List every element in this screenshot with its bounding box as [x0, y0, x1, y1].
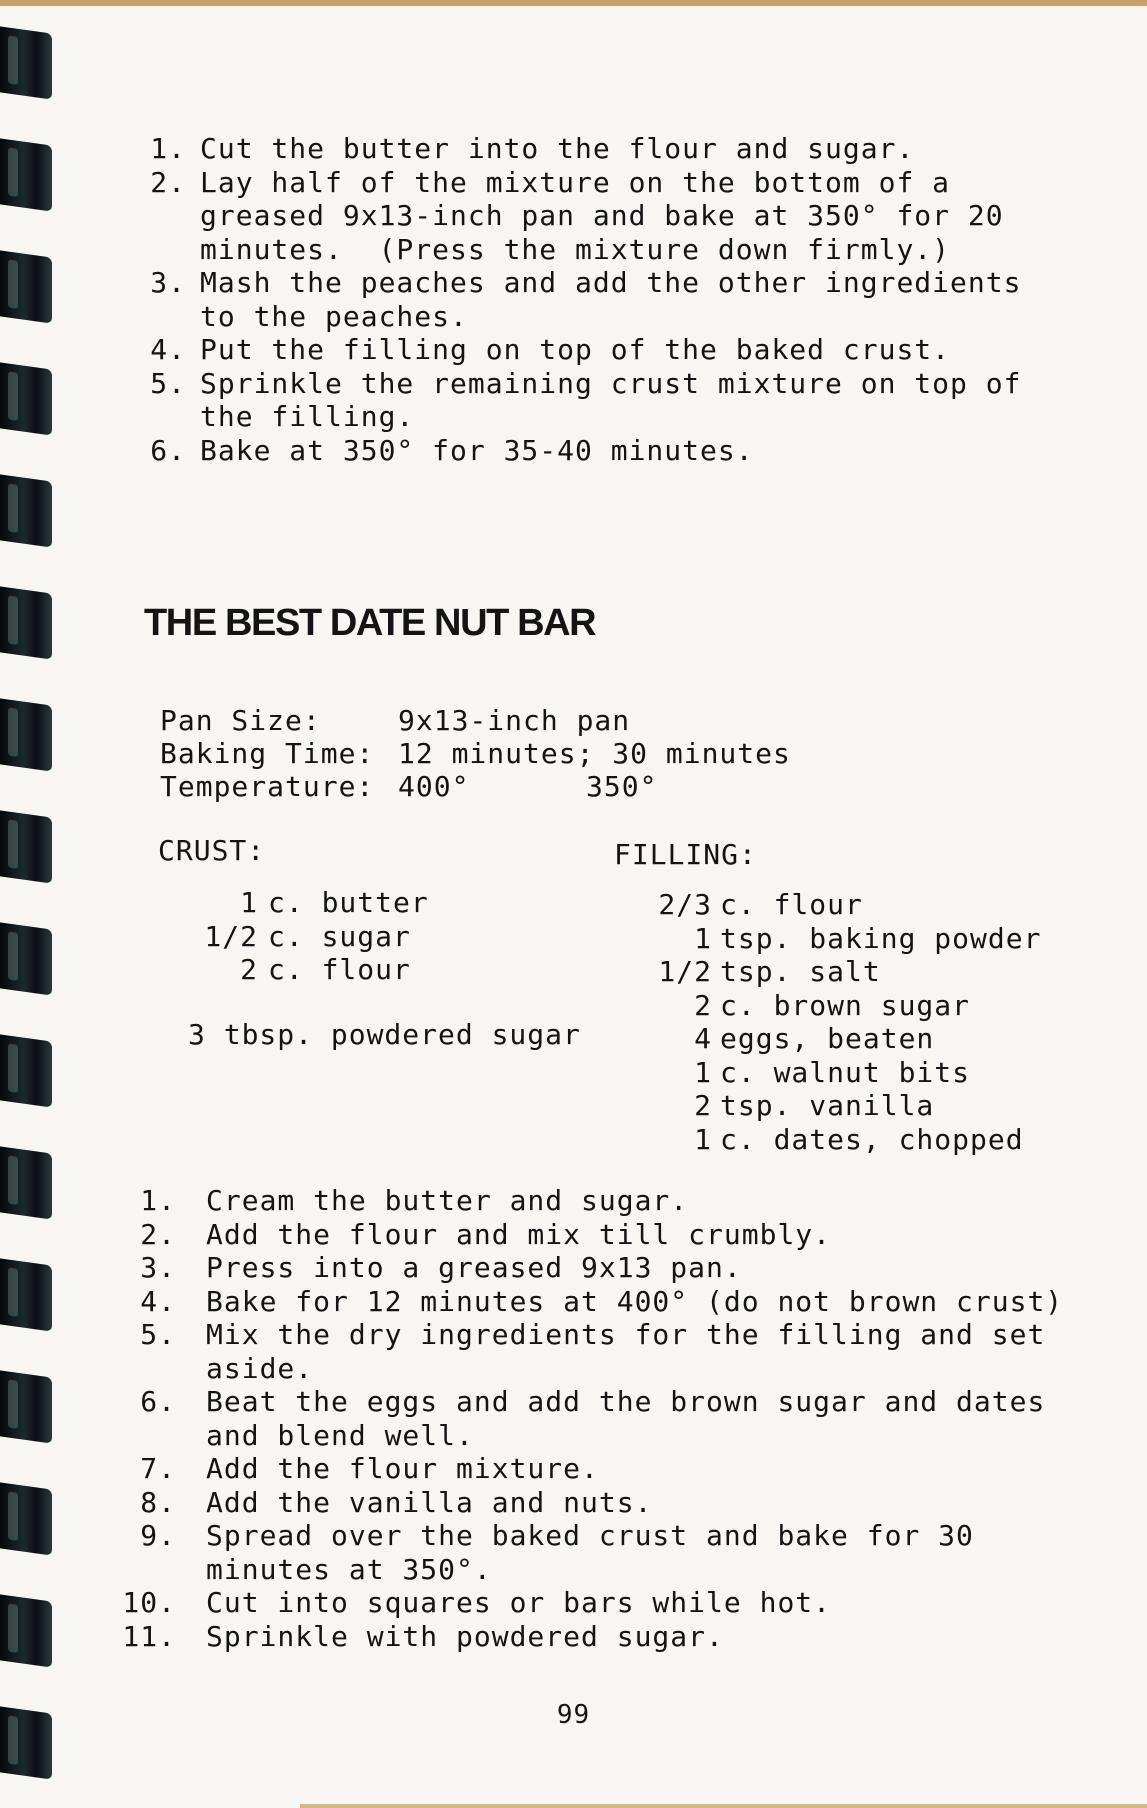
ingredient	[614, 1089, 1041, 1123]
ingredient-qty: 1	[694, 1055, 712, 1089]
ingredient	[614, 989, 1041, 1023]
step	[140, 166, 1021, 267]
ingredient	[614, 1022, 1041, 1056]
filling-heading: FILLING:	[614, 838, 757, 871]
step-line: Lay half of the mixture on the bottom of a	[200, 165, 951, 199]
step-line: Add the flour and mix till crumbly.	[206, 1217, 832, 1251]
ingredient	[158, 920, 429, 954]
recipe-steps	[118, 1184, 1063, 1653]
ingredient-text: tsp. baking powder	[720, 921, 1042, 955]
ingredient	[614, 922, 1041, 956]
step-number: 3.	[150, 266, 186, 299]
crust-heading: CRUST:	[158, 834, 266, 867]
step	[140, 434, 1021, 468]
ingredient-text: c. flour	[720, 888, 863, 921]
step-number: 2.	[150, 165, 186, 199]
ingredient	[614, 955, 1041, 989]
ingredient-qty: 2/3	[658, 888, 712, 921]
step	[118, 1218, 1063, 1252]
step	[118, 1184, 1063, 1218]
step	[118, 1318, 1063, 1385]
step-number: 5.	[150, 366, 186, 400]
ingredient-qty: 1	[694, 921, 712, 955]
recipe-title: THE BEST DATE NUT BAR	[144, 602, 596, 644]
info-value: 12 minutes; 30 minutes	[398, 737, 791, 770]
step	[140, 333, 1021, 367]
step-line: Mix the dry ingredients for the filling and set	[206, 1318, 1046, 1351]
ingredient-text: tsp. vanilla	[720, 1089, 935, 1122]
step	[118, 1285, 1063, 1319]
crust-ingredients	[158, 886, 429, 987]
info-row-temperature	[160, 770, 780, 803]
ingredient-qty: 1	[694, 1122, 712, 1156]
step	[118, 1620, 1063, 1654]
step	[118, 1385, 1063, 1452]
step-line: Bake at 350° for 35-40 minutes.	[200, 433, 754, 467]
step-number: 4.	[150, 333, 186, 366]
step-line: Sprinkle with powdered sugar.	[206, 1619, 724, 1653]
ingredient	[158, 953, 429, 987]
step-line: and blend well.	[206, 1418, 474, 1452]
step	[118, 1519, 1063, 1586]
step-line: minutes. (Press the mixture down firmly.)	[200, 232, 951, 266]
ingredient	[158, 886, 429, 920]
step-line: minutes at 350°.	[206, 1552, 492, 1586]
ingredient-text: c. brown sugar	[720, 988, 971, 1022]
ingredient-qty: 1	[240, 886, 258, 919]
info-label: Pan Size:	[160, 704, 321, 737]
ingredient-qty: 4	[694, 1022, 712, 1055]
ingredient-qty: 1/2	[204, 919, 258, 953]
info-row-pan-size	[160, 704, 780, 737]
info-value: 400°	[398, 770, 470, 803]
step-line: Cut the butter into the flour and sugar.	[200, 132, 915, 165]
info-value-secondary: 350°	[586, 770, 658, 803]
step-number: 2.	[140, 1217, 176, 1251]
ingredient	[614, 1056, 1041, 1090]
info-row-baking-time	[160, 737, 791, 770]
step	[140, 367, 1021, 434]
ingredient-text: eggs, beaten	[720, 1022, 935, 1055]
ingredient-text: c. walnut bits	[720, 1055, 971, 1089]
step	[118, 1452, 1063, 1486]
ingredient-qty: 2	[694, 1089, 712, 1122]
step-line: Spread over the baked crust and bake for 30	[206, 1519, 974, 1552]
step-line: Beat the eggs and add the brown sugar and dates	[206, 1385, 1046, 1418]
step-line: aside.	[206, 1351, 314, 1385]
filling-ingredients	[614, 888, 1041, 1156]
step-number: 7.	[140, 1452, 176, 1485]
step	[140, 132, 1021, 166]
step-line: Cream the butter and sugar.	[206, 1184, 689, 1217]
recipe-info	[160, 704, 791, 803]
step-line: Sprinkle the remaining crust mixture on top of	[200, 366, 1022, 400]
step-number: 3.	[140, 1251, 176, 1284]
step	[140, 266, 1021, 333]
step-number: 9.	[140, 1519, 176, 1552]
ingredient-qty: 1/2	[658, 955, 712, 988]
ingredient	[614, 888, 1041, 922]
step-line: the filling.	[200, 400, 415, 433]
crust-topping: 3 tbsp. powdered sugar	[188, 1018, 581, 1051]
info-label: Temperature:	[160, 770, 375, 803]
step-number: 6.	[150, 433, 186, 467]
step-number: 5.	[140, 1318, 176, 1351]
step	[118, 1586, 1063, 1620]
step-line: Put the filling on top of the baked crust.	[200, 333, 951, 366]
ingredient-qty: 2	[694, 988, 712, 1022]
step	[118, 1251, 1063, 1285]
ingredient	[614, 1123, 1041, 1157]
ingredient-text: c. sugar	[268, 919, 411, 953]
step-number: 6.	[140, 1385, 176, 1418]
step-line: Cut into squares or bars while hot.	[206, 1586, 832, 1619]
step-line: greased 9x13-inch pan and bake at 350° for 20	[200, 199, 1004, 232]
step-line: Add the flour mixture.	[206, 1452, 599, 1485]
step-line: Bake for 12 minutes at 400° (do not brown crust)	[206, 1284, 1064, 1318]
ingredient-text: c. flour	[268, 953, 411, 986]
ingredient-text: c. butter	[268, 886, 429, 919]
step-number: 8.	[140, 1485, 176, 1519]
step-line: Mash the peaches and add the other ingredients	[200, 266, 1022, 299]
step-number: 4.	[140, 1284, 176, 1318]
step-line: to the peaches.	[200, 299, 468, 333]
ingredient-text: c. dates, chopped	[720, 1122, 1024, 1156]
step-number: 10.	[122, 1586, 176, 1619]
step-line: Press into a greased 9x13 pan.	[206, 1251, 742, 1284]
step-number: 1.	[150, 132, 186, 165]
step-number: 1.	[140, 1184, 176, 1217]
page-number: 99	[556, 1700, 591, 1730]
info-value: 9x13-inch pan	[398, 704, 631, 737]
step	[118, 1486, 1063, 1520]
previous-recipe-steps	[140, 132, 1021, 467]
step-number: 11.	[122, 1619, 176, 1653]
step-line: Add the vanilla and nuts.	[206, 1485, 653, 1519]
ingredient-qty: 2	[240, 953, 258, 986]
info-label: Baking Time:	[160, 737, 375, 770]
ingredient-text: tsp. salt	[720, 955, 881, 988]
